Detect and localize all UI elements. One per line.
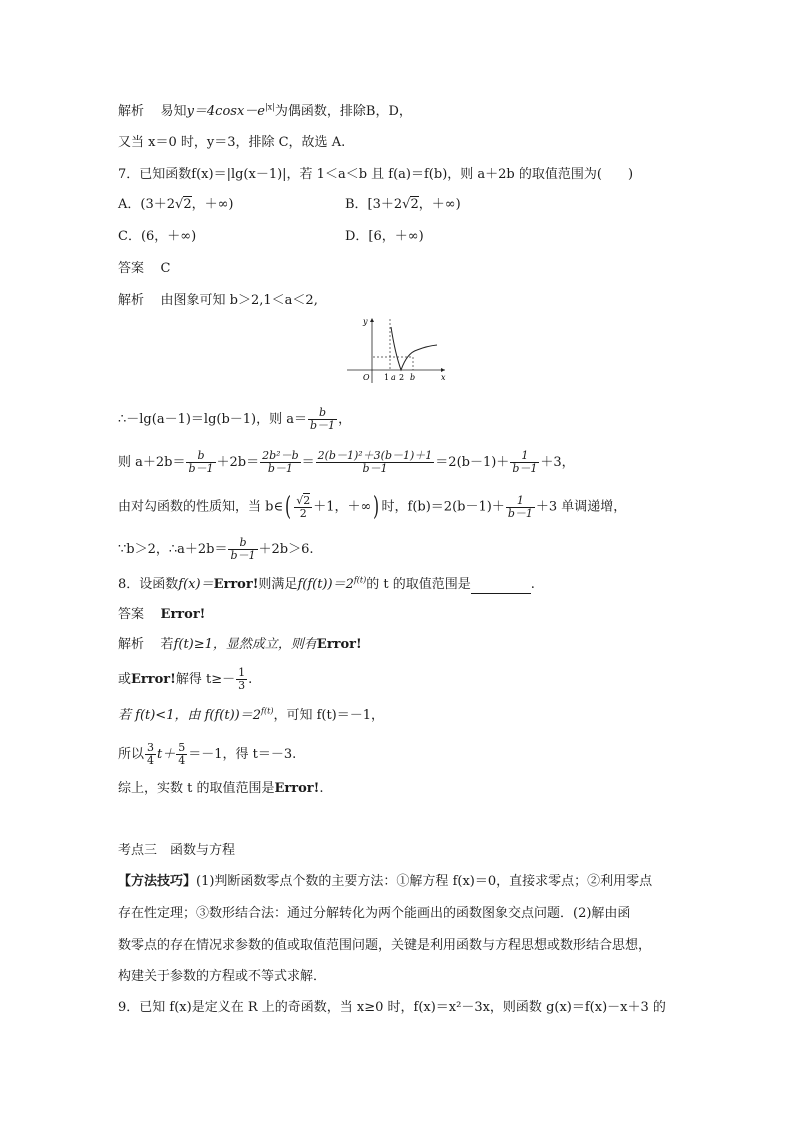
l2-f3n: 2(b－1)²＋3(b－1)＋1	[317, 449, 433, 462]
y-label: y	[363, 317, 368, 326]
q8-solution-line2	[118, 667, 252, 692]
q7-optA-tail: ，＋∞)	[191, 197, 234, 212]
s2-den: 3	[238, 679, 246, 692]
answer-label: 答案	[118, 261, 145, 276]
l2-frac1	[186, 450, 215, 475]
l3-lparen: (	[285, 492, 292, 522]
s4-frac2	[176, 742, 187, 767]
l2-tail: ＋3，	[540, 455, 575, 470]
q7-function-graph	[345, 315, 450, 387]
q8-f2: f(f(t))＝2	[297, 577, 354, 592]
q7-stem-a: 7．已知函数	[118, 167, 192, 182]
tick-b: b	[410, 373, 416, 382]
l3-pre: 由对勾函数的性质知，当 b∈	[118, 499, 284, 515]
q8-stem	[118, 576, 535, 594]
s4-d1: 4	[147, 754, 155, 767]
s2-tail: .	[248, 672, 253, 687]
s2-b: 解得 t≥－	[175, 672, 236, 687]
analysis-label: 解析	[118, 293, 145, 308]
l2-frac3	[316, 450, 435, 475]
l2-f1d: b－1	[188, 462, 214, 475]
l1-frac	[308, 407, 337, 432]
l2-pre: 则 a＋2b＝	[118, 455, 186, 470]
answer-blank	[471, 581, 531, 594]
l3-mid2: 时，f(b)＝2(b－1)＋	[381, 499, 505, 515]
l3-rparen: )	[373, 492, 380, 522]
answer-label: 答案	[118, 607, 145, 622]
s2-frac	[236, 667, 247, 692]
l4-frac	[228, 537, 257, 562]
method-tip-label: 【方法技巧】	[118, 874, 197, 889]
q7-option-c: C．(6，＋∞)	[118, 229, 197, 244]
l3-fd: b－1	[507, 506, 533, 520]
q7-solution-line1	[118, 407, 351, 432]
s4-c: ＝－1，得 t＝－3.	[188, 747, 297, 762]
s5-b: .	[319, 781, 324, 796]
sol6-formula: y＝4cosx－e	[186, 104, 265, 119]
l1-den: b－1	[310, 419, 336, 432]
l3-rad: 2	[303, 493, 311, 507]
analysis-label: 解析	[118, 637, 145, 652]
s4-a: 所以	[118, 747, 145, 762]
s4-b: t＋	[157, 747, 176, 762]
q8-answer	[118, 606, 205, 624]
q8-tail: 的 t 的取值范围是	[366, 577, 471, 592]
x-axis-arrow	[441, 368, 445, 372]
method-tip-line3: 数零点的存在情况求参数的值或取值范围问题，关键是利用函数与方程思想或数形结合思想，	[118, 938, 652, 953]
l2-f2n: 2b²－b	[262, 449, 299, 462]
q7-optA-rad: 2	[183, 197, 192, 212]
s4-n2: 5	[178, 741, 186, 754]
s5-a: 综上，实数 t 的取值范围是	[118, 781, 275, 796]
method-tip-line4: 构建关于参数的方程或不等式求解．	[118, 969, 327, 984]
l2-frac4	[510, 450, 539, 475]
q7-solution-line3	[118, 494, 626, 520]
q7-solution-line4	[118, 537, 314, 562]
l2-f4n: 1	[510, 450, 539, 463]
q8-exp: f(t)	[353, 575, 367, 585]
s2-error: Error!	[131, 672, 176, 687]
s3-b: ，可知 f(t)＝－1，	[273, 708, 385, 723]
q7-option-b: B．[3＋2√2，＋∞)	[345, 197, 461, 212]
origin-label: O	[363, 373, 370, 382]
l3-den: 2	[299, 506, 307, 520]
s2-num: 1	[238, 666, 246, 679]
s3-a: 若 f(t)<1，由 f(f(t))＝2	[118, 708, 262, 723]
l3-num: √2	[296, 493, 311, 507]
sol6-line1	[118, 103, 412, 121]
l3-frac	[294, 495, 312, 520]
l4-pre: ∵b＞2，∴a＋2b＝	[118, 542, 228, 557]
analysis-label: 解析	[118, 104, 145, 119]
tick-1: 1	[384, 373, 390, 382]
l2-frac2	[260, 450, 301, 475]
q7-stem	[118, 166, 633, 184]
l3-fn: 1	[506, 495, 535, 508]
q7-option-d: D．[6，＋∞)	[345, 229, 424, 244]
q8-pre: 8．设函数	[118, 577, 179, 592]
q7-optB-tail: ，＋∞)	[418, 197, 461, 212]
q7-optB-text: B．[3＋2	[345, 197, 403, 212]
s3-exp: f(t)	[261, 706, 274, 716]
l2-f1n: b	[186, 450, 215, 463]
l2-f2d: b－1	[267, 462, 293, 475]
s4-d2: 4	[178, 754, 186, 767]
l4-fn: b	[228, 537, 257, 550]
x-label: x	[441, 373, 446, 382]
l2-mid2: ＝2(b－1)＋	[435, 455, 510, 470]
y-axis-arrow	[370, 318, 374, 322]
l2-f3d: b－1	[362, 462, 388, 475]
q7-answer	[118, 260, 171, 278]
method-tip-line2: 存在性定理；③数形结合法：通过分解转化为两个能画出的函数图象交点问题．(2)解由函	[118, 906, 631, 921]
l3-frac2	[506, 495, 535, 520]
section-title: 考点三 函数与方程	[118, 843, 236, 858]
sol6-tail: 为偶函数，排除B，D，	[274, 104, 412, 119]
method-tip-line1	[118, 873, 652, 891]
s4-n1: 3	[147, 741, 155, 754]
q8-end: .	[530, 577, 535, 592]
sol6-exp: |x|	[264, 102, 275, 112]
q7-solution-intro	[118, 292, 318, 310]
s2-a: 或	[118, 672, 132, 687]
q7-stem-f: f(x)＝|lg(x－1)|，若 1＜a＜b 且 f(a)＝f(b)，则 a＋2b 的取值范围为( )	[191, 167, 634, 182]
q8-solution-line1	[118, 636, 362, 654]
l1-pre: ∴－lg(a－1)＝lg(b－1)，则 a＝	[118, 412, 308, 427]
l3-tail: ＋3 单调递增，	[535, 499, 627, 515]
s4-frac1	[145, 742, 156, 767]
answer-value: Error!	[160, 607, 206, 622]
s1-a: 若	[160, 637, 174, 652]
q7-solution-line2	[118, 450, 575, 475]
q8-f: f(x)＝	[178, 577, 214, 592]
q8-solution-line3	[118, 707, 384, 725]
q8-solution-line5	[118, 780, 323, 798]
l4-tail: ＋2b＞6.	[258, 542, 314, 557]
answer-value: C	[160, 261, 171, 276]
l1-num: b	[308, 407, 337, 420]
tip-l1: (1)判断函数零点个数的主要方法：①解方程 f(x)＝0，直接求零点；②利用零点	[196, 874, 653, 889]
tick-2: 2	[399, 373, 405, 382]
l2-eq: ＝	[301, 455, 315, 470]
sol6-text: 易知	[160, 104, 187, 119]
q8-solution-line4	[118, 742, 296, 767]
l3-mid: ＋1，＋∞	[313, 499, 372, 515]
s1-b: f(t)≥1，显然成立，则有	[173, 637, 317, 652]
s5-error: Error!	[274, 781, 320, 796]
q7-sol-text: 由图象可知 b＞2,1＜a＜2,	[160, 293, 318, 308]
l2-mid1: ＋2b＝	[216, 455, 260, 470]
l4-fd: b－1	[230, 549, 256, 562]
sol6-line2: 又当 x＝0 时，y＝3，排除 C，故选 A.	[118, 135, 346, 150]
q9-stem: 9．已知 f(x)是定义在 R 上的奇函数，当 x≥0 时，f(x)＝x²－3x，则函数 g(x)＝f(x)－x＋3 的	[118, 1000, 666, 1015]
q7-option-a: A．(3＋2√2，＋∞)	[118, 197, 234, 212]
l1-tail: ，	[338, 412, 352, 427]
q8-error: Error!	[213, 577, 259, 592]
l2-f4d: b－1	[512, 462, 538, 475]
q7-optB-rad: 2	[410, 197, 419, 212]
q7-optA-text: A．(3＋2	[118, 197, 176, 212]
s1-error: Error!	[316, 637, 362, 652]
curve	[391, 327, 437, 370]
q8-mid: 则满足	[258, 577, 298, 592]
tick-a: a	[391, 373, 396, 382]
